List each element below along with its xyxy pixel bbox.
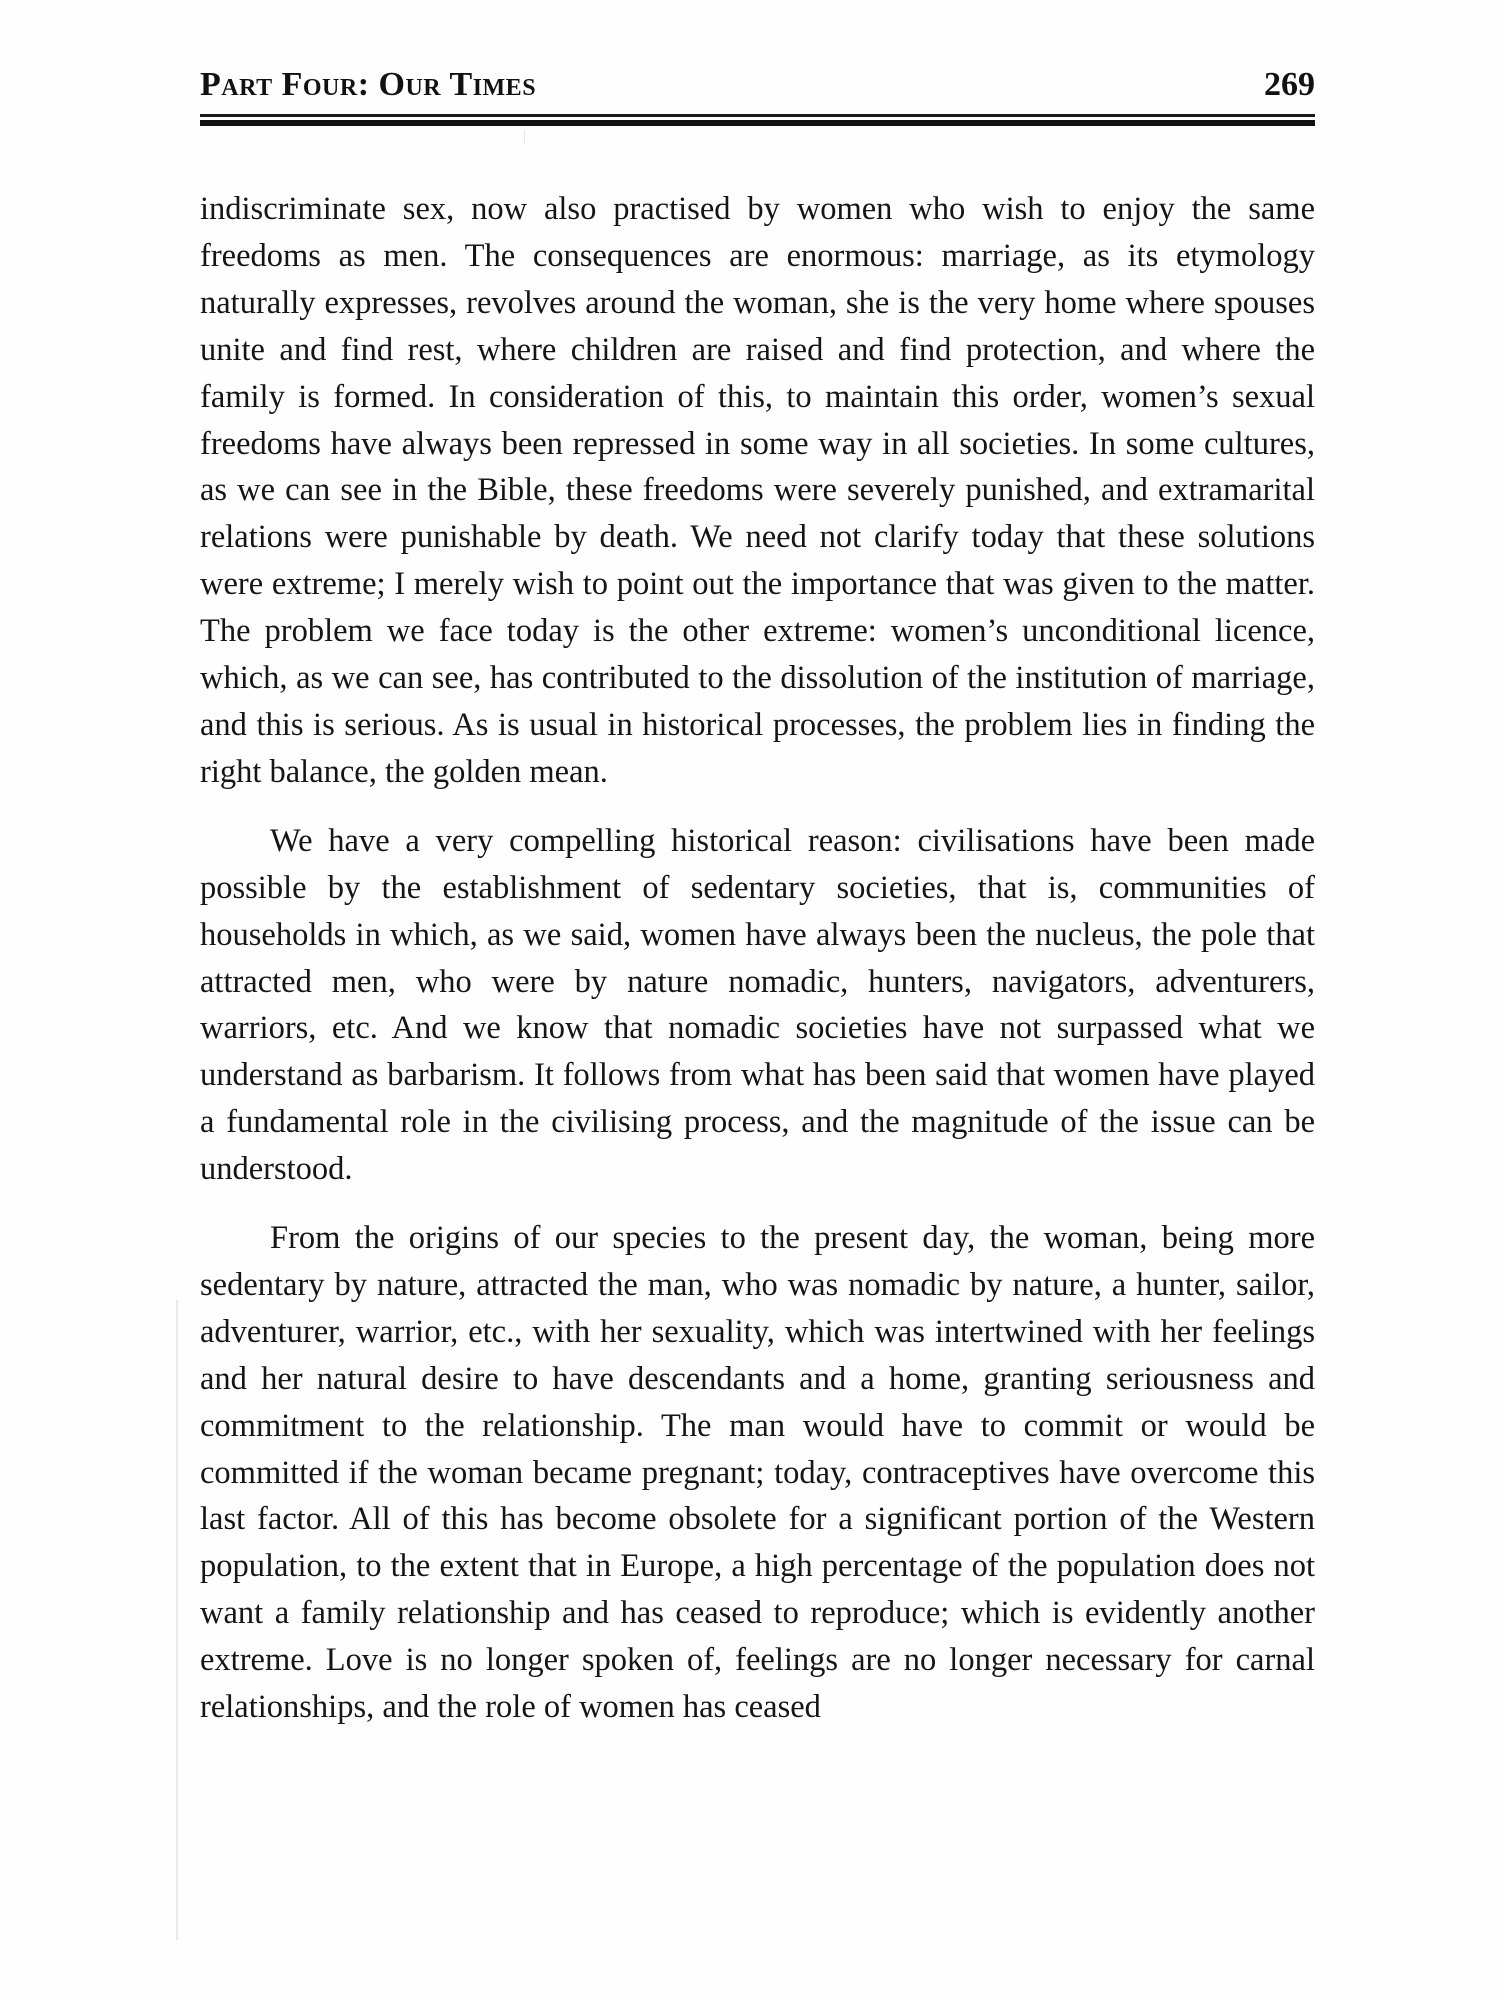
scan-speck bbox=[524, 130, 525, 144]
running-header bbox=[200, 66, 1315, 116]
paragraph-continued: indiscriminate sex, now also practised by women who wish to enjoy the same freedoms as men. The consequences are enormous: marriage, as its etymology naturally expresses, revolves around the woman, she is the very home where spouses unite and find rest, where children are raised and find protection, and where the family is formed. In consideration of this, to maintain this order, women’s sexual freedoms have always been repressed in some way in all societies. In some cultures, as we can see in the Bible, these freedoms were severely punished, and extramarital relations were punishable by death. We need not clarify today that these solutions were extreme; I merely wish to point out the importance that was given to the matter. The problem we face today is the other extreme: women’s unconditional licence, which, as we can see, has contributed to the dissolution of the institution of marriage, and this is serious. As is usual in historical processes, the problem lies in finding the right balance, the golden mean. bbox=[200, 191, 1315, 790]
paragraph: From the origins of our species to the present day, the woman, being more sedentary by nature, attracted the man, who was nomadic by nature, a hunter, sailor, adventurer, warrior, etc., with her sexuality, which was intertwined with her feelings and her natural desire to have descendants and a home, granting seriousness and commitment to the relationship. The man would have to commit or would be committed if the woman became pregnant; today, contraceptives have overcome this last factor. All of this has become obsolete for a significant portion of the Western population, to the extent that in Europe, a high percentage of the population does not want a family relationship and has ceased to reproduce; which is evidently another extreme. Love is no longer spoken of, feelings are no longer necessary for carnal relationships, and the role of women has ceased bbox=[200, 1220, 1315, 1726]
header-rule-thin bbox=[200, 114, 1315, 117]
scan-margin-mark bbox=[176, 1300, 178, 1940]
page-number: 269 bbox=[1264, 66, 1315, 103]
body-text bbox=[200, 186, 1315, 1753]
header-rule-thick bbox=[200, 120, 1315, 126]
paragraph: We have a very compelling historical reason: civilisations have been made possible by the establishment of sedentary societies, that is, communities of households in which, as we said, women have always been the nucleus, the pole that attracted men, who were by nature nomadic, hunters, navigators, adventurers, warriors, etc. And we know that nomadic societies have not surpassed what we understand as barbarism. It follows from what has been said that women have played a fundamental role in the civilising process, and the magnitude of the issue can be understood. bbox=[200, 822, 1315, 1188]
running-title: Part Four: Our Times bbox=[200, 66, 537, 103]
